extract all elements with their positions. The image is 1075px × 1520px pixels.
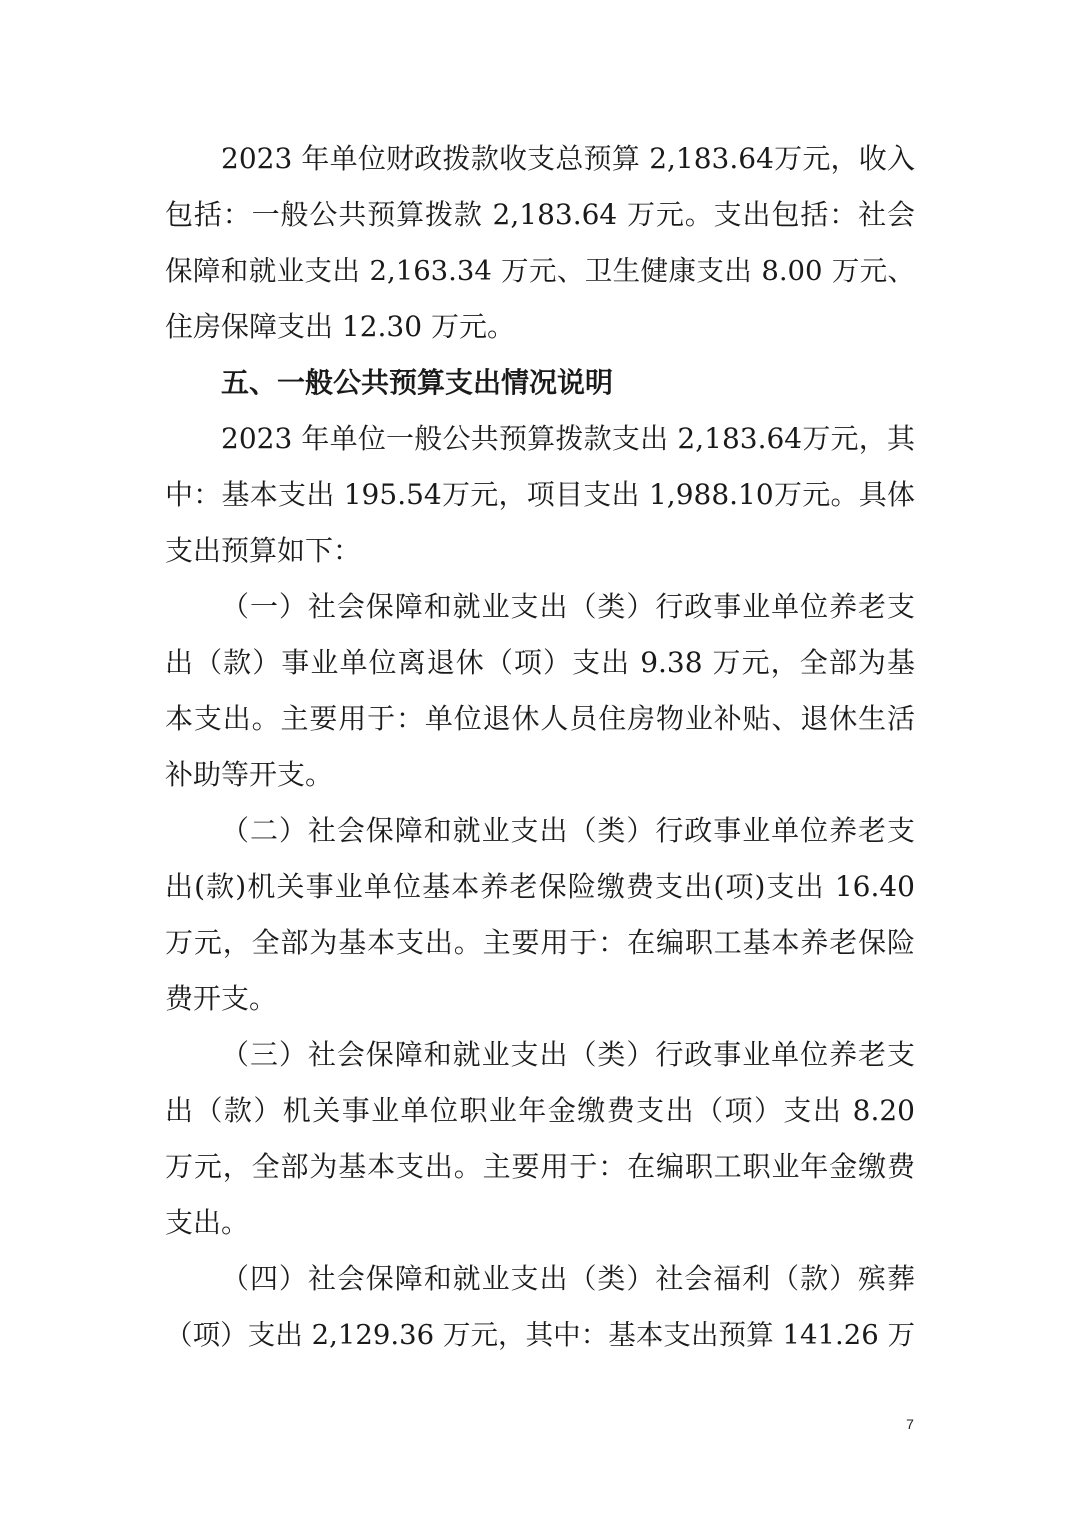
paragraph-line: 支出预算如下： bbox=[165, 534, 362, 567]
paragraph-line: （项）支出 2,129.36 万元，其中：基本支出预算 141.26 万 bbox=[165, 1319, 915, 1351]
paragraph-line: 出(款)机关事业单位基本养老保险缴费支出(项)支出 16.40 bbox=[165, 870, 915, 903]
paragraph-line: （四）社会保障和就业支出（类）社会福利（款）殡葬 bbox=[221, 1262, 915, 1295]
paragraph-line: 支出。 bbox=[165, 1206, 250, 1239]
paragraph-line: 保障和就业支出 2,163.34 万元、卫生健康支出 8.00 万元、 bbox=[165, 255, 915, 287]
paragraph-line: 中：基本支出 195.54万元，项目支出 1,988.10万元。具体 bbox=[165, 478, 915, 511]
paragraph-line: 2023 年单位财政拨款收支总预算 2,183.64万元，收入 bbox=[221, 142, 915, 175]
paragraph-line: （三）社会保障和就业支出（类）行政事业单位养老支 bbox=[221, 1038, 915, 1071]
paragraph-line: 本支出。主要用于：单位退休人员住房物业补贴、退休生活 bbox=[165, 702, 915, 735]
paragraph-line: 补助等开支。 bbox=[165, 758, 334, 791]
paragraph-line: 2023 年单位一般公共预算拨款支出 2,183.64万元，其 bbox=[221, 422, 915, 455]
section-heading: 五、一般公共预算支出情况说明 bbox=[221, 366, 614, 399]
paragraph-line: （一）社会保障和就业支出（类）行政事业单位养老支 bbox=[221, 590, 915, 623]
paragraph-line: 出（款）事业单位离退休（项）支出 9.38 万元，全部为基 bbox=[165, 646, 915, 679]
paragraph-line: 住房保障支出 12.30 万元。 bbox=[165, 310, 515, 343]
paragraph-line: 包括：一般公共预算拨款 2,183.64 万元。支出包括：社会 bbox=[165, 198, 915, 231]
paragraph-line: 费开支。 bbox=[165, 982, 278, 1015]
paragraph-line: （二）社会保障和就业支出（类）行政事业单位养老支 bbox=[221, 814, 915, 847]
paragraph-line: 出（款）机关事业单位职业年金缴费支出（项）支出 8.20 bbox=[165, 1094, 915, 1127]
page-number: 7 bbox=[906, 1416, 914, 1432]
paragraph-line: 万元，全部为基本支出。主要用于：在编职工基本养老保险 bbox=[165, 926, 915, 959]
paragraph-line: 万元，全部为基本支出。主要用于：在编职工职业年金缴费 bbox=[165, 1150, 915, 1183]
